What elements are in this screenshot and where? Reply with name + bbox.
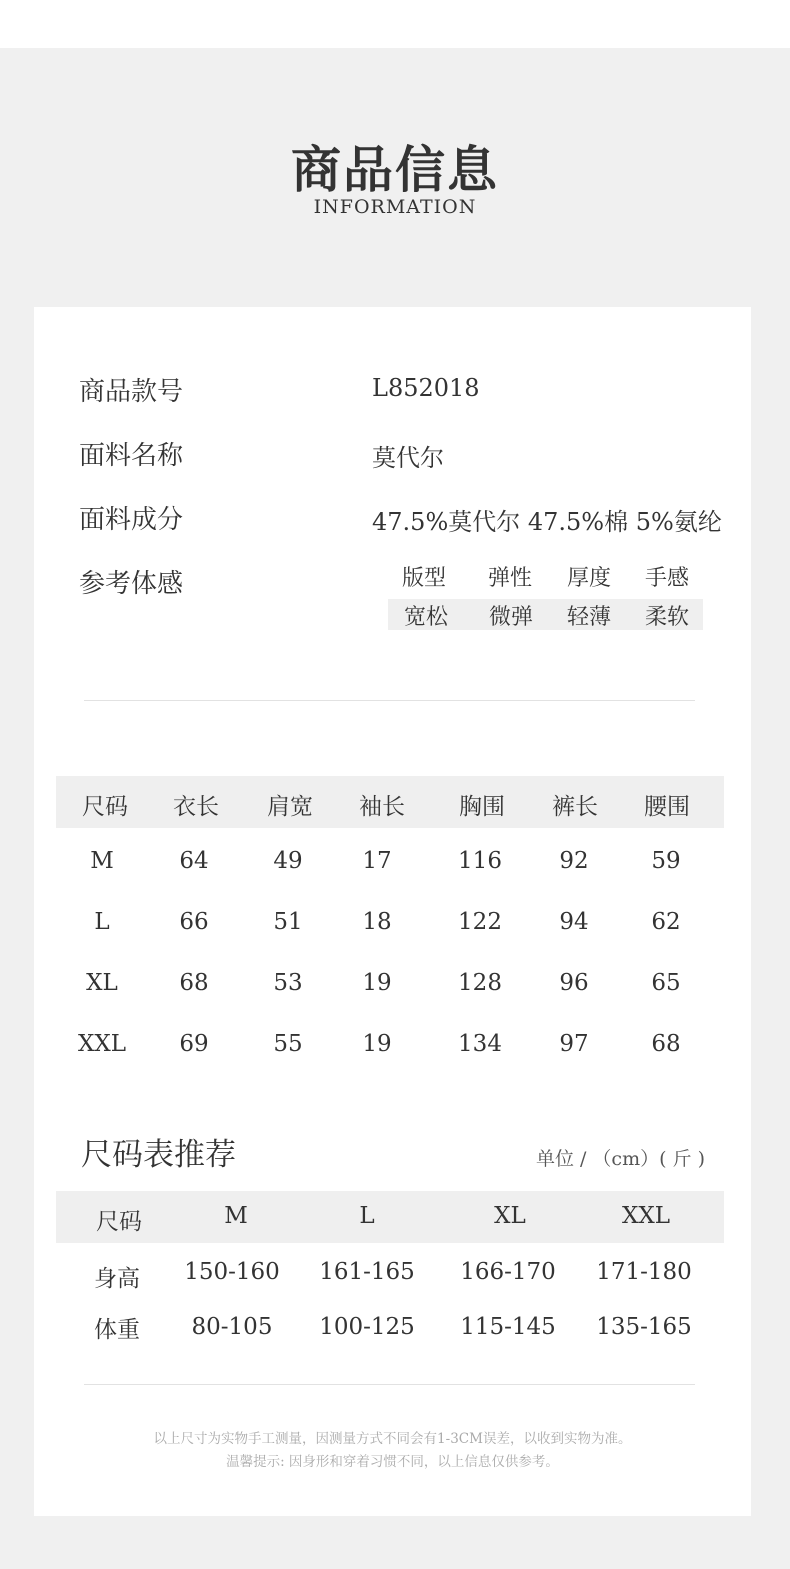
divider	[84, 700, 695, 701]
recommend-table-cell: 135-165	[596, 1314, 692, 1340]
size-table-cell: 64	[179, 848, 209, 874]
size-table-cell: 59	[651, 848, 681, 874]
size-table-cell: 92	[559, 848, 589, 874]
feel-label: 参考体感	[79, 569, 184, 599]
recommend-table-cell: 171-180	[596, 1259, 692, 1285]
info-card	[34, 307, 751, 1516]
size-table-cell: 96	[559, 970, 589, 996]
recommend-unit: 单位 / （cm）( 斤 )	[535, 1148, 705, 1170]
size-table-cell: 19	[362, 970, 392, 996]
size-table-cell: 134	[458, 1031, 502, 1057]
feel-value-elasticity: 微弹	[488, 605, 533, 630]
feel-header-touch: 手感	[644, 566, 689, 591]
recommend-table-cell: 体重	[94, 1317, 140, 1343]
recommend-table-cell: 80-105	[191, 1314, 273, 1340]
size-table-cell: 62	[651, 909, 681, 935]
page-subtitle: INFORMATION	[313, 196, 477, 218]
size-table-cell: XL	[86, 970, 118, 996]
feel-value-touch: 柔软	[644, 605, 689, 630]
product-code-value: L852018	[372, 374, 480, 402]
size-table-header: 裤长	[552, 794, 598, 820]
note-line: 温馨提示: 因身形和穿着习惯不同，以上信息仅供参考。	[226, 1454, 559, 1470]
feel-header-fit: 版型	[401, 566, 446, 591]
size-table-cell: 65	[651, 970, 681, 996]
divider	[84, 1384, 695, 1385]
fabric-composition-value: 47.5%莫代尔 47.5%棉 5%氨纶	[372, 508, 722, 536]
size-table-cell: 69	[179, 1031, 209, 1057]
note-line: 以上尺寸为实物手工测量，因测量方式不同会有1-3CM误差，以收到实物为准。	[153, 1431, 632, 1447]
feel-header-thickness: 厚度	[566, 566, 611, 591]
size-table-cell: 66	[179, 909, 209, 935]
recommend-table-header: L	[359, 1203, 375, 1229]
recommend-table-header: XXL	[621, 1203, 671, 1229]
size-table-header: 胸围	[459, 794, 505, 820]
size-table-cell: 68	[179, 970, 209, 996]
recommend-table-cell: 166-170	[460, 1259, 556, 1285]
recommend-table-header: 尺码	[96, 1209, 142, 1235]
recommend-table-cell: 150-160	[184, 1259, 280, 1285]
recommend-table-cell: 身高	[94, 1266, 140, 1292]
size-table-cell: 55	[273, 1031, 303, 1057]
size-table-cell: 49	[273, 848, 303, 874]
size-table-header: 袖长	[359, 794, 405, 820]
size-table-cell: XXL	[77, 1031, 127, 1057]
recommend-table-cell: 161-165	[319, 1259, 415, 1285]
fabric-name-value: 莫代尔	[372, 444, 444, 472]
size-table-cell: 53	[273, 970, 303, 996]
size-table-header: 衣长	[173, 794, 219, 820]
feel-value-thickness: 轻薄	[566, 605, 611, 630]
product-code-label: 商品款号	[79, 377, 184, 407]
size-table-cell: 51	[273, 909, 303, 935]
size-table-cell: 128	[458, 970, 502, 996]
size-table-header: 腰围	[644, 794, 690, 820]
fabric-composition-label: 面料成分	[79, 505, 184, 535]
size-table-cell: 97	[559, 1031, 589, 1057]
size-table-cell: 18	[362, 909, 392, 935]
size-table-cell: 116	[458, 848, 502, 874]
size-table-cell: 19	[362, 1031, 392, 1057]
feel-header-elasticity: 弹性	[487, 566, 532, 591]
recommend-table-cell: 115-145	[460, 1314, 556, 1340]
size-table-header: 肩宽	[267, 794, 313, 820]
size-table-cell: 122	[458, 909, 502, 935]
feel-value-fit: 宽松	[403, 605, 448, 630]
size-table-cell: L	[94, 909, 110, 935]
recommend-title: 尺码表推荐	[81, 1137, 236, 1173]
recommend-table-header: M	[224, 1203, 248, 1229]
page-title: 商品信息	[291, 140, 499, 199]
size-table-header: 尺码	[82, 794, 128, 820]
size-table-cell: 17	[362, 848, 392, 874]
size-table-cell: M	[90, 848, 114, 874]
recommend-table-header: XL	[494, 1203, 526, 1229]
fabric-name-label: 面料名称	[79, 441, 184, 471]
size-table-cell: 94	[559, 909, 589, 935]
size-table-cell: 68	[651, 1031, 681, 1057]
recommend-table-cell: 100-125	[319, 1314, 415, 1340]
